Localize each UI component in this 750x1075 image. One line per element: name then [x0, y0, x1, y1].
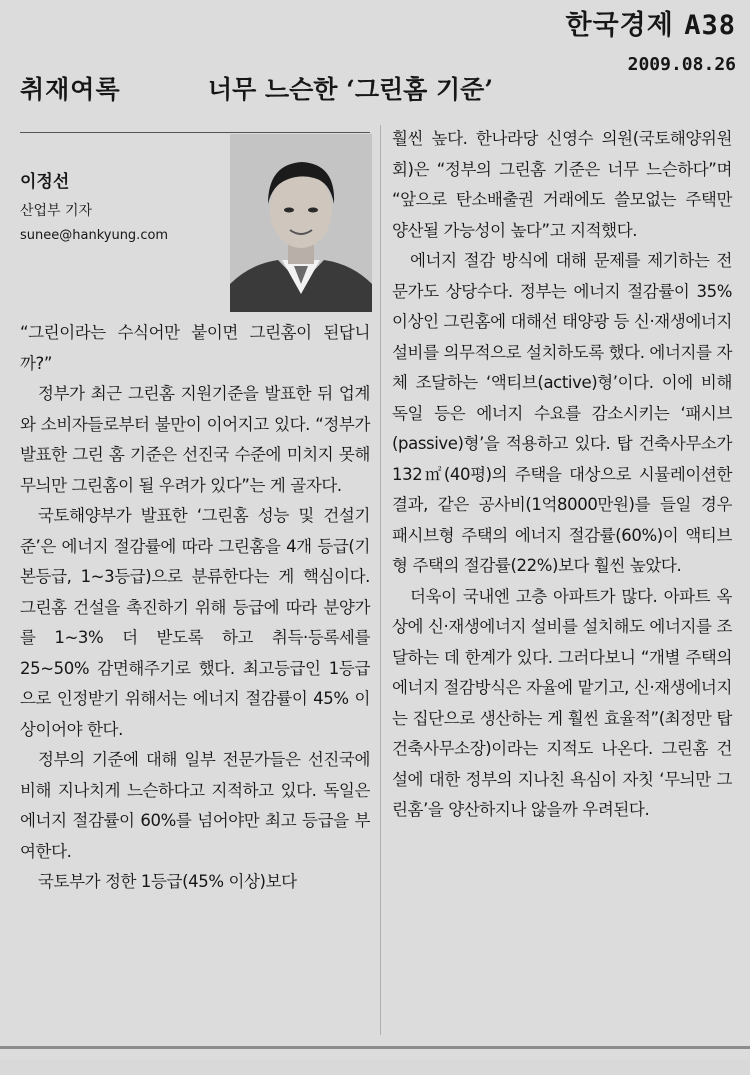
- column-label: 취재여록: [20, 75, 121, 104]
- reporter-name: 이정선: [20, 172, 70, 192]
- article-paragraph: 에너지 절감 방식에 대해 문제를 제기하는 전문가도 상당수다. 정부는 에너지 절감률이 35% 이상인 그린홈에 대해선 태양광 등 신·재생에너지 설비를 의무적으로 설치하도록 했다. 에너지를 자체 조달하는 ‘액티브(active)형’이다. 이에 비해 독일 등은 에너지 수요를 감소시키는 ‘패시브(passive)형’을 적용하고 있다. 탑 건축사무소가 132㎡(40평)의 주택을 대상으로 시뮬레이션한 결과, 같은 공사비(1억8000만원)를 들일 경우 패시브형 주택의 에너지 절감률(60%)이 액티브형 주택의 절감률(22%)보다 훨씬 높았다.: [392, 251, 732, 575]
- article-paragraph: 정부의 기준에 대해 일부 전문가들은 선진국에 비해 지나치게 느슨하다고 지적하고 있다. 독일은 에너지 절감률이 60%를 넘어야만 최고 등급을 부여한다.: [20, 750, 370, 861]
- reporter-department: 산업부 기자: [20, 203, 93, 219]
- article-paragraph: 훨씬 높다. 한나라당 신영수 의원(국토해양위원회)은 “정부의 그린홈 기준은 너무 느슨하다”며 “앞으로 탄소배출권 거래에도 쓸모없는 주택만 양산될 가능성이 높다”고 지적했다.: [392, 129, 732, 240]
- bottom-divider: [0, 1046, 750, 1049]
- masthead: [565, 10, 736, 75]
- newspaper-name: 한국경제 A38: [565, 10, 736, 41]
- column-divider: [380, 125, 381, 1035]
- byline: [20, 167, 168, 243]
- article-paragraph: 더욱이 국내엔 고층 아파트가 많다. 아파트 옥상에 신·재생에너지 설비를 설치해도 에너지를 조달하는 데 한계가 있다. 그러다보니 “개별 주택의 에너지 절감방식은 자율에 맡기고, 신·재생에너지는 집단으로 생산하는 게 훨씬 효율적”(최정만 탑 건축사무소장)이라는 지적도 나온다. 그린홈 건설에 대한 정부의 지나친 욕심이 자칫 ‘무늬만 그린홈’을 양산하지나 않을까 우려된다.: [392, 586, 732, 819]
- article-paragraph: “그린이라는 수식어만 붙이면 그린홈이 된답니까?”: [20, 323, 370, 373]
- article-header: [20, 70, 580, 110]
- reporter-portrait-icon: [230, 134, 372, 312]
- article-column-left: [20, 318, 370, 898]
- article-paragraph: 국토해양부가 발표한 ‘그린홈 성능 및 건설기준’은 에너지 절감률에 따라 그린홈을 4개 등급(기본등급, 1~3등급)으로 분류한다는 게 핵심이다. 그린홈 건설을 촉진하기 위해 등급에 따라 분양가를 1~3% 더 받도록 하고 취득·등록세를 25~50% 감면해주기로 했다. 최고등급인 1등급으로 인정받기 위해서는 에너지 절감률이 45% 이상이어야 한다.: [20, 506, 370, 739]
- header-divider: [20, 132, 370, 133]
- reporter-email: sunee@hankyung.com: [20, 228, 169, 243]
- byline-block: [20, 132, 370, 243]
- article-column-right: [392, 124, 732, 826]
- article-paragraph: 국토부가 정한 1등급(45% 이상)보다: [38, 872, 297, 891]
- publication-date: 2009.08.26: [627, 54, 736, 75]
- article-paragraph: 정부가 최근 그린홈 지원기준을 발표한 뒤 업계와 소비자들로부터 불만이 이어지고 있다. “정부가 발표한 그린 홈 기준은 선진국 수준에 미치지 못해 무늬만 그린홈이 될 우려가 있다”는 게 골자다.: [20, 384, 370, 495]
- page-number: A38: [684, 10, 736, 41]
- headline: 너무 느슨한 ‘그린홈 기준’: [208, 75, 494, 104]
